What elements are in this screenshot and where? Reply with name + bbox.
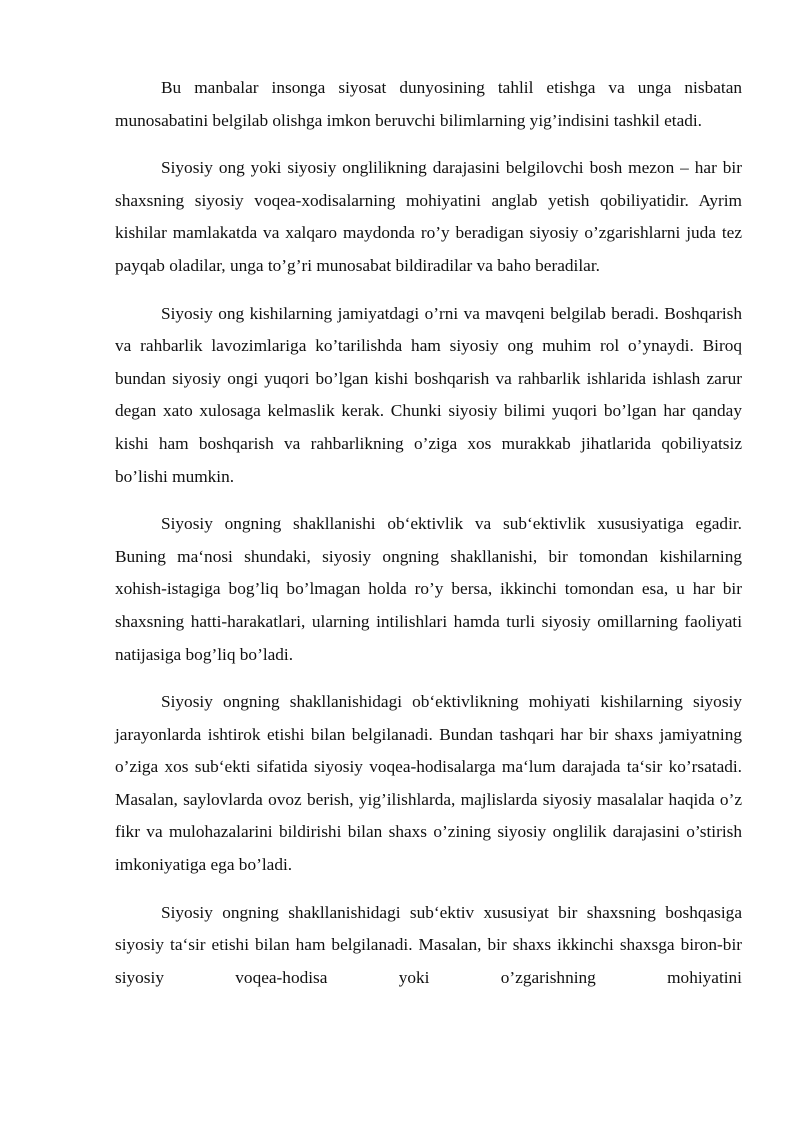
document-page: [115, 72, 742, 994]
paragraph-1: Bu manbalar insonga siyosat dunyosining tahlil etishga va unga nisbatan munosabatini belgilab olishga imkon beruvchi bilimlarning yig’indisini tashkil etadi.: [115, 78, 742, 130]
paragraph-4: Siyosiy ongning shakllanishi ob‘ektivlik va sub‘ektivlik xususiyatiga egadir. Buning ma‘nosi shundaki, siyosiy ongning shakllanishi, bir tomondan kishilarning xohish-istagiga bog’liq bo’lmagan holda ro’y bersa, ikkinchi tomondan esa, u har bir shaxsning hatti-harakatlari, ularning intilishlari hamda turli siyosiy omillarning faoliyati natijasiga bog’liq bo’ladi.: [115, 514, 742, 664]
paragraph-5: Siyosiy ongning shakllanishidagi ob‘ektivlikning mohiyati kishilarning siyosiy jarayonlarda ishtirok etishi bilan belgilanadi. Bundan tashqari har bir shaxs jamiyatning o’ziga xos sub‘ekti sifatida siyosiy voqea-hodisalarga ma‘lum darajada ta‘sir ko’rsatadi. Masalan, saylovlarda ovoz berish, yig’ilishlarda, majlislarda siyosiy masalalar haqida o’z fikr va mulohazalarini bildirishi bilan shaxs o’zining siyosiy onglilik darajasini o’stirish imkoniyatiga ega bo’ladi.: [115, 692, 742, 875]
paragraph-3: Siyosiy ong kishilarning jamiyatdagi o’rni va mavqeni belgilab beradi. Boshqarish va rahbarlik lavozimlariga ko’tarilishda ham siyosiy ong muhim rol o’ynaydi. Biroq bundan siyosiy ongi yuqori bo’lgan kishi boshqarish va rahbarlik ishlarida ishlash zarur degan xato xulosaga kelmaslik kerak. Chunki siyosiy bilimi yuqori bo’lgan har qanday kishi ham boshqarish va rahbarlikning o’ziga xos murakkab jihatlarida qobiliyatsiz bo’lishi mumkin.: [115, 303, 742, 486]
paragraph-2: Siyosiy ong yoki siyosiy onglilikning darajasini belgilovchi bosh mezon – har bir shaxsning siyosiy voqea-xodisalarning mohiyatini anglab yetish qobiliyatidir. Ayrim kishilar mamlakatda va xalqaro maydonda ro’y beradigan siyosiy o’zgarishlarni juda tez payqab oladilar, unga to’g’ri munosabat bildiradilar va baho beradilar.: [115, 158, 742, 275]
paragraph-6: Siyosiy ongning shakllanishidagi sub‘ektiv xususiyat bir shaxsning boshqasiga siyosiy ta‘sir etishi bilan ham belgilanadi. Masalan, bir shaxs ikkinchi shaxsga biron-bir siyosiy voqea-hodisa yoki o’zgarishning mohiyatini: [115, 902, 742, 987]
